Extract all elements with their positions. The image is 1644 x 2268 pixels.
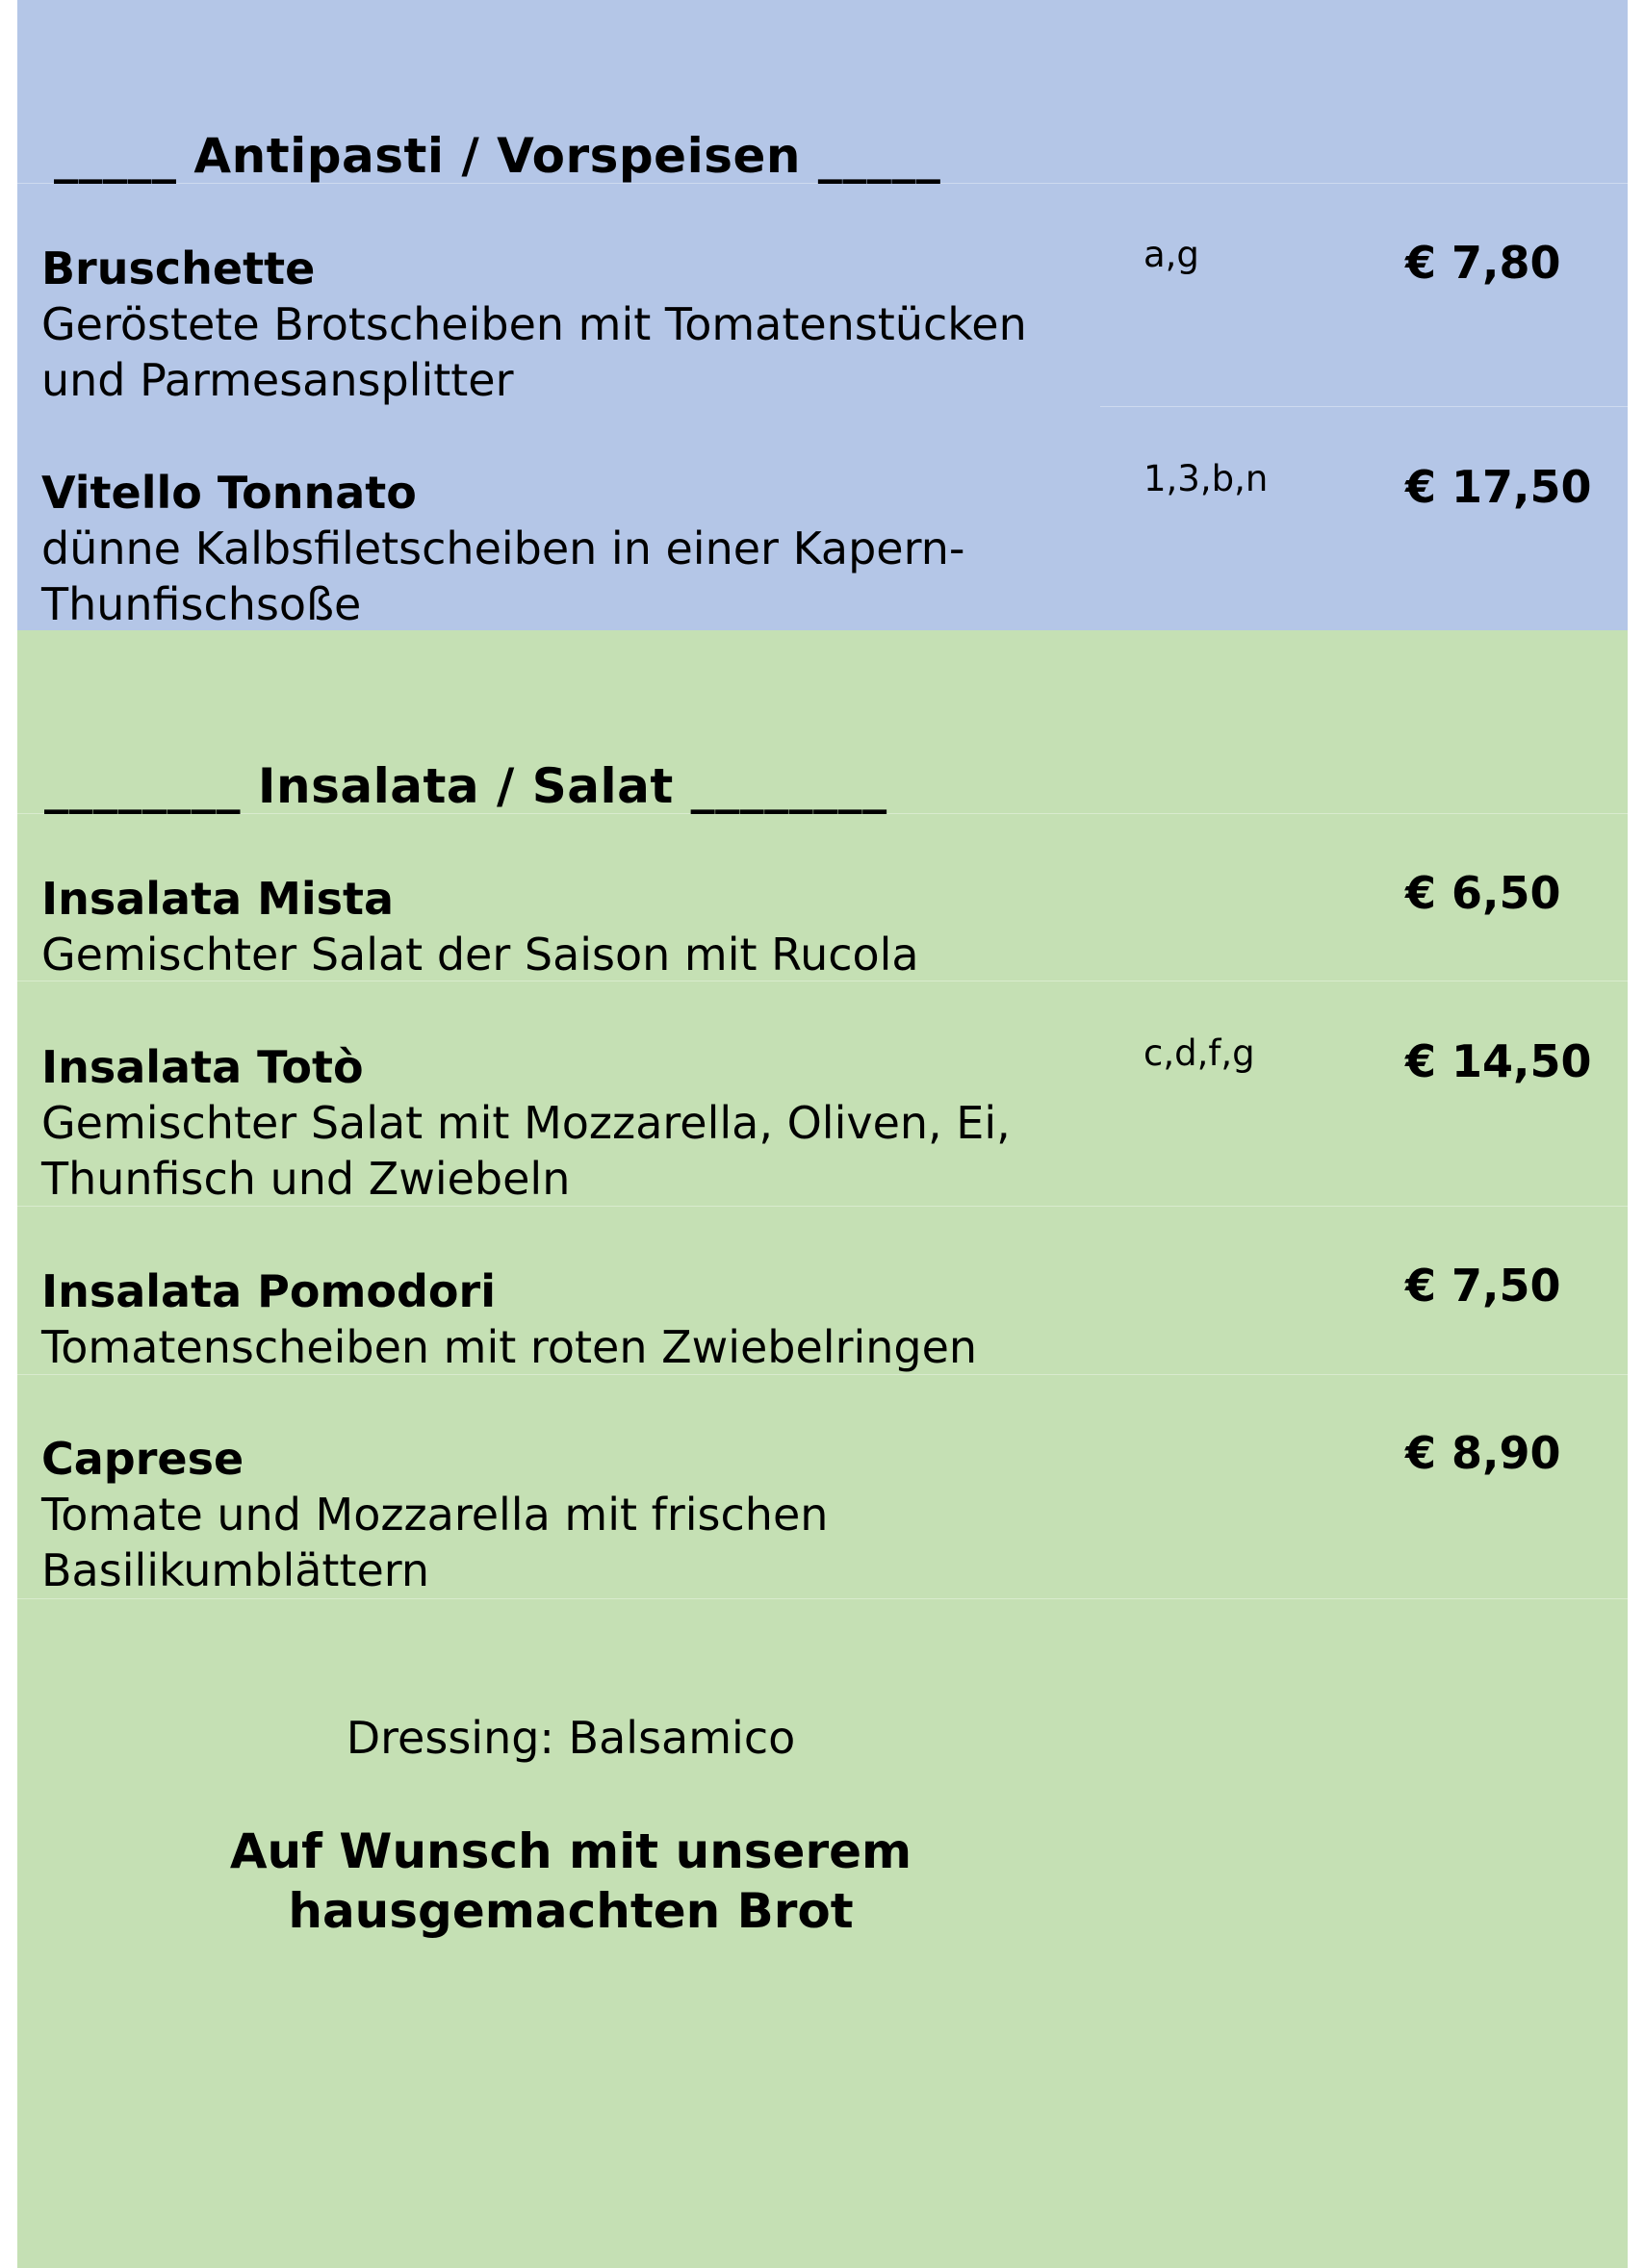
insalata-heading: ________ Insalata / Salat ________ bbox=[44, 758, 887, 814]
row-divider bbox=[1100, 406, 1628, 407]
menu-item-caprese bbox=[41, 1431, 1129, 1598]
item-name: Insalata Totò bbox=[41, 1041, 364, 1093]
allergen-codes: c,d,f,g bbox=[1143, 1032, 1255, 1074]
menu-item-bruschette bbox=[41, 241, 1129, 408]
dressing-note: Dressing: Balsamico bbox=[346, 1712, 796, 1764]
item-description: Tomatenscheiben mit roten Zwiebelringen bbox=[41, 1321, 978, 1373]
item-name: Insalata Pomodori bbox=[41, 1265, 496, 1317]
item-name: Caprese bbox=[41, 1433, 244, 1485]
bread-note-line-1: Auf Wunsch mit unserem bbox=[229, 1823, 912, 1879]
item-name: Insalata Mista bbox=[41, 873, 395, 925]
antipasti-section bbox=[17, 0, 1628, 630]
item-price: € 7,50 bbox=[1405, 1260, 1561, 1312]
menu-item-insalata-mista bbox=[41, 871, 1129, 982]
menu-item-insalata-pomodori bbox=[41, 1263, 1129, 1375]
antipasti-heading: _____ Antipasti / Vorspeisen _____ bbox=[54, 128, 941, 184]
menu-item-insalata-toto bbox=[41, 1039, 1129, 1207]
item-description: Geröstete Brotscheiben mit Tomatenstücken und Parmesansplitter bbox=[41, 298, 1027, 406]
bread-note-line-2: hausgemachten Brot bbox=[288, 1883, 854, 1939]
item-price: € 8,90 bbox=[1405, 1427, 1561, 1479]
item-description: Tomate und Mozzarella mit frischen Basilikumblättern bbox=[41, 1489, 829, 1596]
item-description: dünne Kalbsfiletscheiben in einer Kapern-Thunfischsoße bbox=[41, 522, 965, 630]
allergen-codes: a,g bbox=[1143, 234, 1199, 275]
item-description: Gemischter Salat der Saison mit Rucola bbox=[41, 929, 919, 981]
item-description: Gemischter Salat mit Mozzarella, Oliven, Ei, Thunfisch und Zwiebeln bbox=[41, 1097, 1011, 1205]
item-price: € 7,80 bbox=[1405, 237, 1561, 289]
item-price: € 17,50 bbox=[1405, 461, 1592, 513]
menu-page bbox=[17, 0, 1628, 2268]
allergen-codes: 1,3,b,n bbox=[1143, 458, 1269, 499]
item-name: Vitello Tonnato bbox=[41, 467, 417, 519]
item-price: € 6,50 bbox=[1405, 867, 1561, 919]
item-price: € 14,50 bbox=[1405, 1035, 1592, 1087]
item-name: Bruschette bbox=[41, 242, 316, 294]
row-divider bbox=[17, 1598, 1628, 1599]
insalata-section bbox=[17, 630, 1628, 2268]
menu-item-vitello-tonnato bbox=[41, 465, 1129, 632]
